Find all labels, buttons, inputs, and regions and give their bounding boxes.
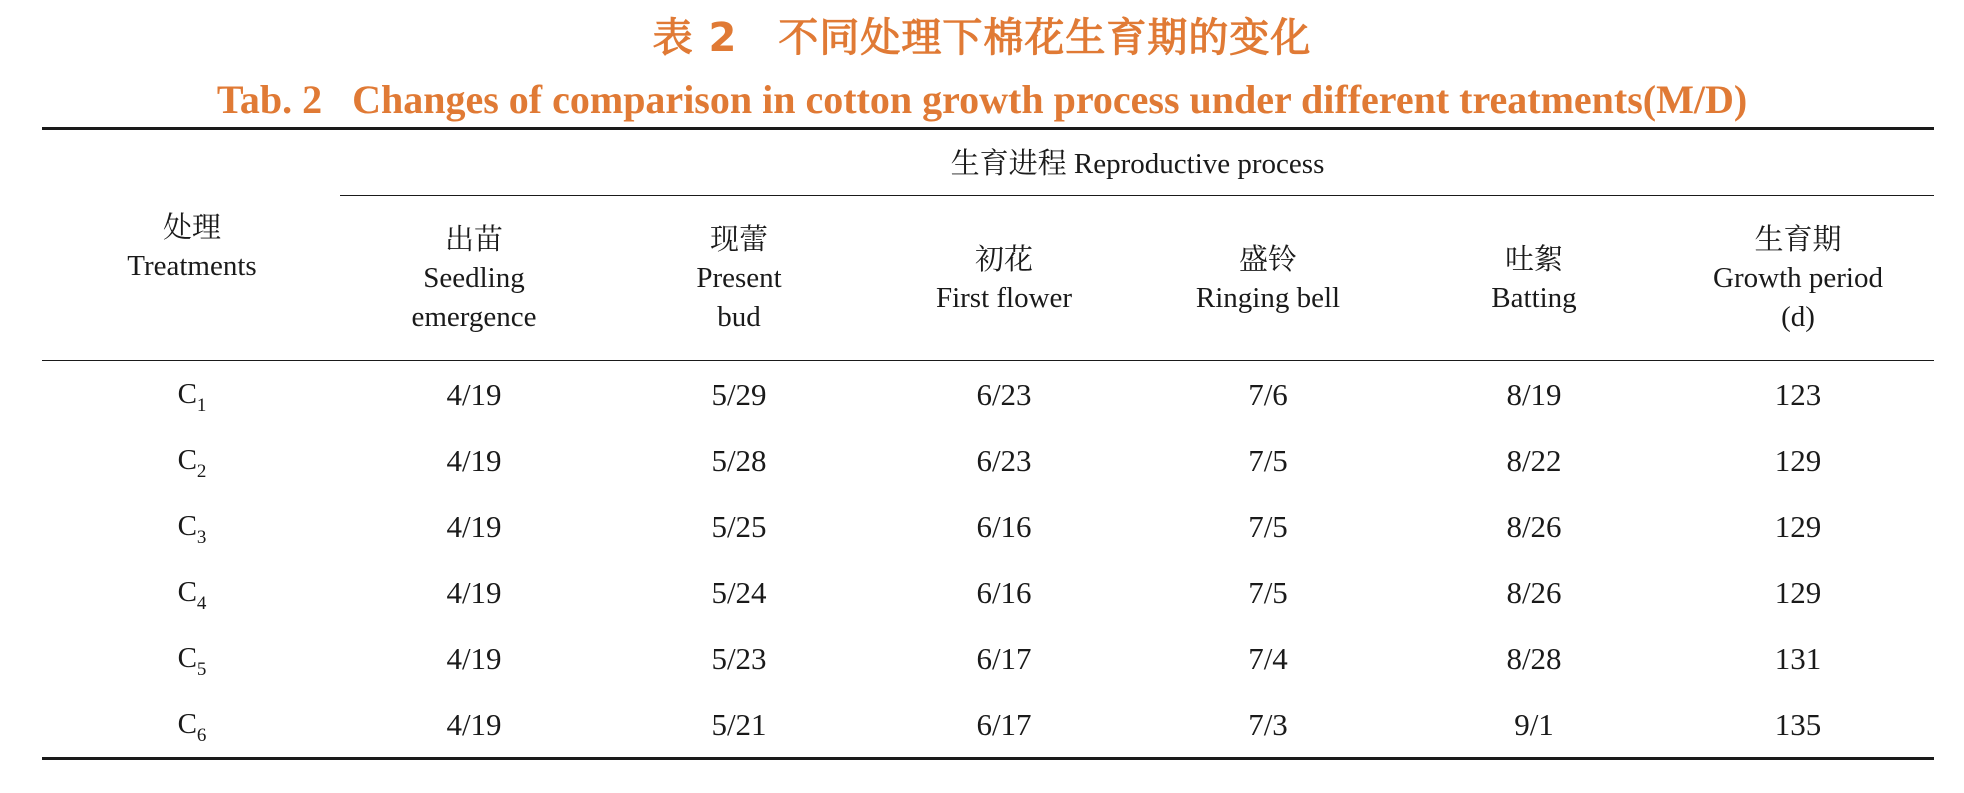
table-cell: 129 [1774, 575, 1822, 610]
header-col-cn: 盛铃 [1238, 242, 1297, 276]
row-label-letter: C [177, 444, 197, 476]
table-cell: 6/23 [976, 377, 1032, 412]
row-label [132, 441, 252, 491]
table-cell: 6/17 [976, 707, 1032, 742]
top-rule [42, 127, 1934, 130]
table-cell: 5/25 [711, 509, 767, 544]
header-col-cn: 初花 [974, 242, 1033, 276]
header-col-cn: 吐絮 [1504, 242, 1563, 276]
table-cell: 5/23 [711, 641, 767, 676]
row-label-subscript: 4 [196, 593, 207, 614]
table-cell: 4/19 [446, 641, 502, 676]
table-cell: 7/5 [1248, 575, 1288, 610]
row-label [132, 639, 252, 689]
header-col-cn: 现蕾 [709, 222, 768, 256]
group-rule [340, 195, 1934, 196]
header-group-en: Reproductive process [1073, 148, 1325, 180]
row-label-subscript: 3 [196, 527, 207, 548]
table-cell: 7/3 [1248, 707, 1288, 742]
table-cell: 5/24 [711, 575, 767, 610]
header-col-en2: emergence [411, 301, 537, 333]
header-col-en1: Seedling [423, 262, 525, 294]
table-cell: 5/21 [711, 707, 767, 742]
header-col-batting [1434, 240, 1634, 318]
row-label-letter: C [177, 378, 197, 410]
table-cell: 8/22 [1506, 443, 1562, 478]
row-label-subscript: 5 [196, 659, 207, 680]
header-col-seedling [374, 220, 574, 337]
table-title-en-prefix: Tab. 2 [216, 77, 323, 122]
row-label-letter: C [177, 510, 197, 542]
table-cell: 4/19 [446, 377, 502, 412]
table-cell: 5/29 [711, 377, 767, 412]
table-cell: 6/16 [976, 509, 1032, 544]
table-cell: 7/5 [1248, 443, 1288, 478]
header-col-cn: 出苗 [444, 222, 503, 256]
row-label [132, 705, 252, 755]
table-cell: 6/23 [976, 443, 1032, 478]
table-cell: 5/28 [711, 443, 767, 478]
header-treatments-cn: 处理 [162, 210, 221, 244]
table-cell: 6/16 [976, 575, 1032, 610]
row-label-letter: C [177, 576, 197, 608]
bottom-rule [42, 757, 1934, 760]
header-col-en1: Present [696, 262, 782, 294]
table-cell: 9/1 [1514, 707, 1554, 742]
header-col-en2: bud [717, 301, 761, 333]
row-label-letter: C [177, 642, 197, 674]
table-cell: 131 [1774, 641, 1822, 676]
table-cell: 7/6 [1248, 377, 1288, 412]
table-cell: 4/19 [446, 707, 502, 742]
table-cell: 8/19 [1506, 377, 1562, 412]
header-col-en1: Growth period [1713, 262, 1883, 294]
table-cell: 123 [1774, 377, 1822, 412]
header-col-first-flower [904, 240, 1104, 318]
table-cell: 6/17 [976, 641, 1032, 676]
table-title-en-text: Changes of comparison in cotton growth process under different treatments(M/D) [352, 77, 1748, 122]
table-cell: 7/5 [1248, 509, 1288, 544]
header-col-growth-period [1698, 220, 1898, 337]
header-col-en1: First flower [935, 282, 1073, 314]
header-col-en1: Ringing bell [1195, 282, 1341, 314]
table-cell: 129 [1774, 443, 1822, 478]
table-cell: 7/4 [1248, 641, 1288, 676]
table-cell: 4/19 [446, 509, 502, 544]
header-reproductive-process [340, 144, 1935, 184]
row-label [132, 507, 252, 557]
row-label-subscript: 1 [196, 395, 207, 416]
header-group-cn: 生育进程 [950, 146, 1067, 180]
table-cell: 4/19 [446, 443, 502, 478]
row-label-subscript: 6 [196, 725, 207, 746]
header-col-ringing-bell [1168, 240, 1368, 318]
row-label [132, 375, 252, 425]
table-cell: 129 [1774, 509, 1822, 544]
table-cell: 8/26 [1506, 509, 1562, 544]
header-col-cn: 生育期 [1754, 222, 1842, 256]
header-treatments [92, 208, 292, 286]
header-col-en2: (d) [1781, 301, 1815, 333]
table-title-en [0, 76, 1964, 123]
header-col-bud [639, 220, 839, 337]
table-cell: 8/26 [1506, 575, 1562, 610]
table-cell: 8/28 [1506, 641, 1562, 676]
table-cell: 4/19 [446, 575, 502, 610]
header-col-en1: Batting [1491, 282, 1577, 314]
row-label-subscript: 2 [196, 461, 207, 482]
header-treatments-en: Treatments [127, 250, 257, 282]
row-label-letter: C [177, 708, 197, 740]
table-title-cn: 表 2 不同处理下棉花生育期的变化 [652, 15, 1312, 61]
table-cell: 135 [1774, 707, 1822, 742]
row-label [132, 573, 252, 623]
header-bottom-rule [42, 360, 1934, 361]
